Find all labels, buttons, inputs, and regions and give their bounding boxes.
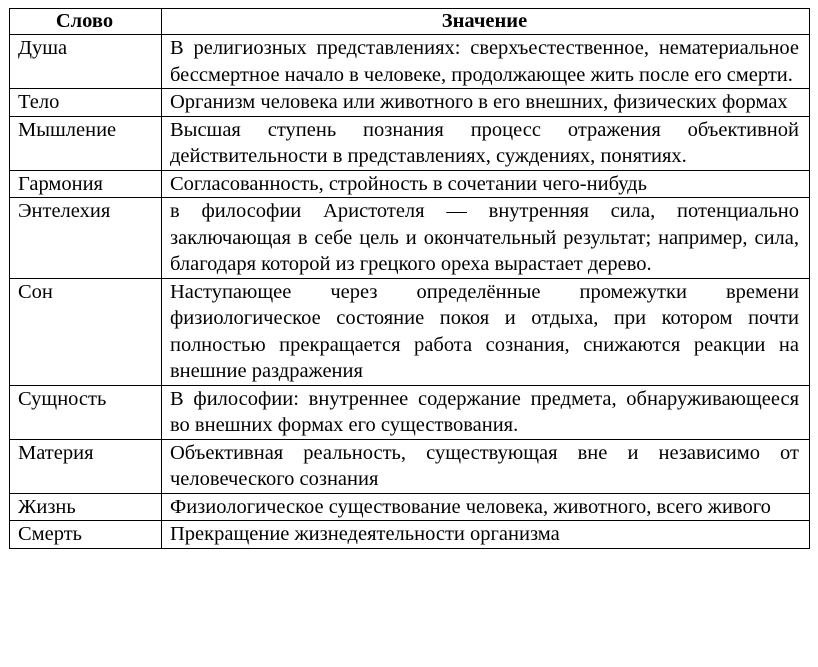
meaning-cell: Объективная реальность, существующая вне и независимо от человеческого сознания [162, 439, 810, 493]
table-row [10, 439, 810, 493]
column-header-word: Слово [10, 9, 162, 35]
meaning-cell: Согласованность, стройность в сочетании чего-нибудь [162, 170, 810, 198]
table-row [10, 116, 810, 170]
word-cell: Жизнь [10, 493, 162, 521]
table-row [10, 493, 810, 521]
word-cell: Гармония [10, 170, 162, 198]
meaning-cell: В религиозных представлениях: сверхъестественное, нематериальное бессмертное начало в человеке, продолжающее жить после его смерти. [162, 35, 810, 89]
table-row [10, 89, 810, 117]
table-row [10, 198, 810, 279]
meaning-cell: В философии: внутреннее содержание предмета, обнаруживающееся во внешних формах его существования. [162, 385, 810, 439]
glossary-table [9, 8, 810, 549]
word-cell: Душа [10, 35, 162, 89]
meaning-cell: Наступающее через определённые промежутки времени физиологическое состояние покоя и отдыха, при котором почти полностью прекращается работа сознания, снижаются реакции на внешние раздражения [162, 278, 810, 385]
word-cell: Мышление [10, 116, 162, 170]
table-row [10, 385, 810, 439]
word-cell: Энтелехия [10, 198, 162, 279]
meaning-cell: Высшая ступень познания процесс отражения объективной действительности в представлениях, суждениях, понятиях. [162, 116, 810, 170]
column-header-meaning: Значение [162, 9, 810, 35]
word-cell: Материя [10, 439, 162, 493]
word-cell: Сущность [10, 385, 162, 439]
word-cell: Смерть [10, 521, 162, 549]
table-row [10, 278, 810, 385]
word-cell: Тело [10, 89, 162, 117]
table-row [10, 35, 810, 89]
table-row [10, 170, 810, 198]
meaning-cell: в философии Аристотеля — внутренняя сила, потенциально заключающая в себе цель и окончательный результат; например, сила, благодаря которой из грецкого ореха вырастает дерево. [162, 198, 810, 279]
meaning-cell: Физиологическое существование человека, животного, всего живого [162, 493, 810, 521]
word-cell: Сон [10, 278, 162, 385]
header-row [10, 9, 810, 35]
meaning-cell: Прекращение жизнедеятельности организма [162, 521, 810, 549]
meaning-cell: Организм человека или животного в его внешних, физических формах [162, 89, 810, 117]
table-row [10, 521, 810, 549]
